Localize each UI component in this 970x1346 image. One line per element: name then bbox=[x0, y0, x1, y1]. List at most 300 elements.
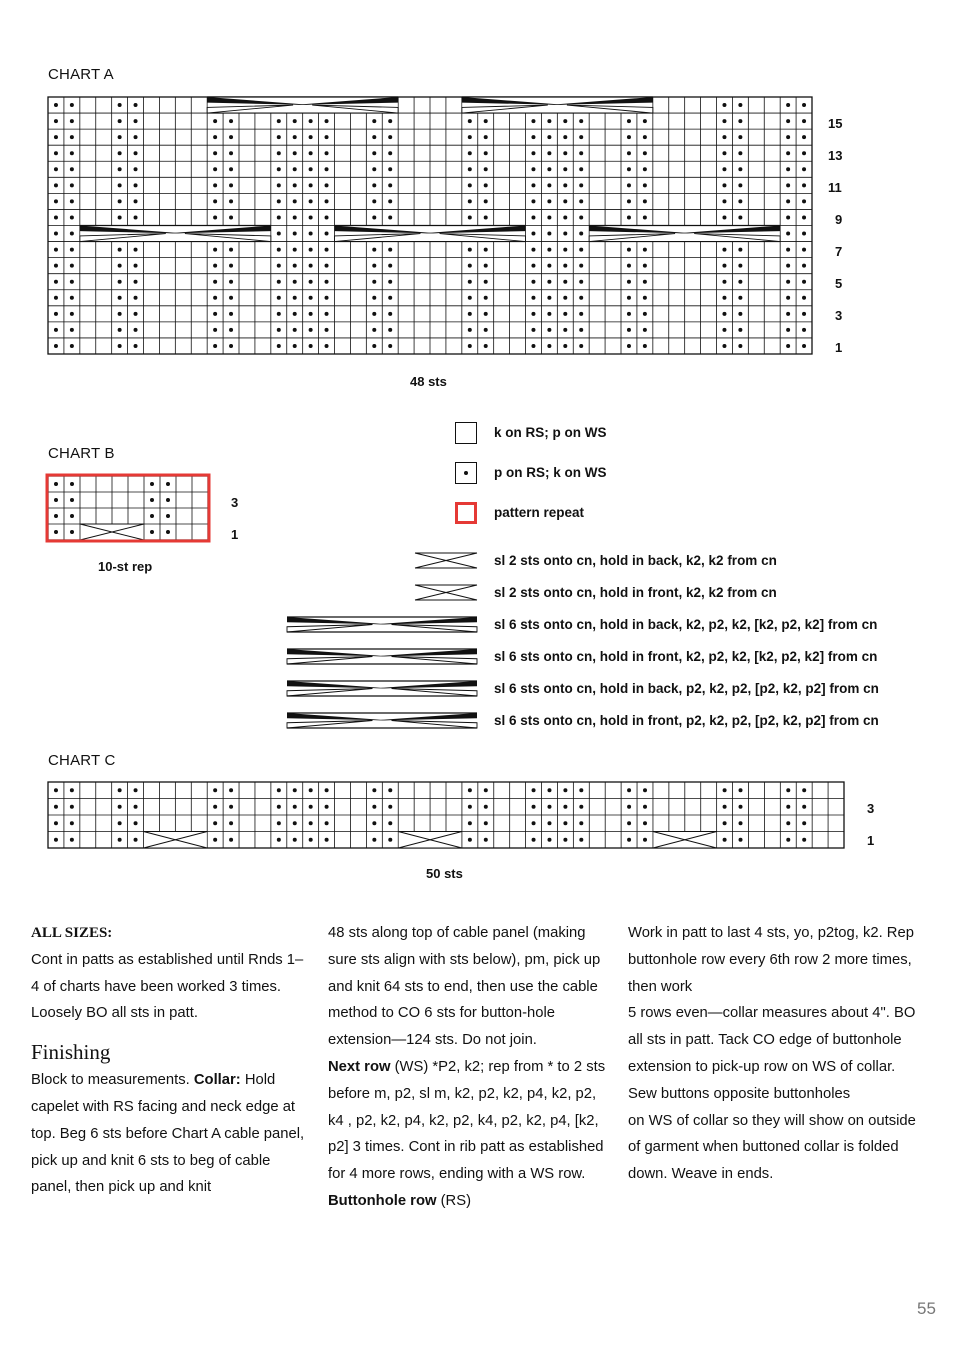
purl-stitch bbox=[484, 119, 488, 123]
purl-stitch bbox=[738, 280, 742, 284]
purl-stitch bbox=[277, 248, 281, 252]
purl-stitch bbox=[722, 328, 726, 332]
purl-stitch bbox=[70, 135, 74, 139]
legend-c4b: sl 2 sts onto cn, hold in back, k2, k2 from cn bbox=[494, 553, 777, 568]
purl-stitch bbox=[325, 135, 329, 139]
finishing-text: Hold capelet with RS facing and neck edge at top. Beg 6 sts before Chart A cable panel, pick up and knit 6 sts to beg of cable panel, then pick up and knit bbox=[31, 1072, 305, 1196]
purl-stitch bbox=[70, 167, 74, 171]
purl-stitch bbox=[70, 232, 74, 236]
purl-stitch bbox=[484, 328, 488, 332]
purl-stitch bbox=[547, 232, 551, 236]
purl-stitch bbox=[563, 838, 567, 842]
purl-stitch bbox=[643, 344, 647, 348]
purl-stitch bbox=[70, 248, 74, 252]
purl-stitch bbox=[531, 135, 535, 139]
purl-stitch bbox=[372, 296, 376, 300]
purl-stitch bbox=[70, 530, 74, 534]
purl-stitch bbox=[325, 312, 329, 316]
purl-stitch bbox=[643, 821, 647, 825]
cable-symbols bbox=[280, 545, 485, 735]
purl-stitch bbox=[722, 280, 726, 284]
buttonhole-text: (RS) bbox=[436, 1192, 472, 1209]
purl-stitch bbox=[213, 151, 217, 155]
legend-purl: p on RS; k on WS bbox=[494, 465, 607, 480]
row-number: 9 bbox=[835, 212, 843, 227]
purl-stitch bbox=[563, 328, 567, 332]
purl-stitch bbox=[738, 248, 742, 252]
purl-stitch bbox=[293, 199, 297, 203]
purl-stitch bbox=[802, 312, 806, 316]
finishing-text: Block to measurements. bbox=[31, 1072, 194, 1089]
knit-symbol bbox=[455, 422, 477, 444]
purl-stitch bbox=[134, 280, 138, 284]
purl-stitch bbox=[484, 199, 488, 203]
purl-stitch bbox=[309, 215, 313, 219]
purl-stitch bbox=[325, 151, 329, 155]
purl-stitch bbox=[547, 805, 551, 809]
purl-stitch bbox=[134, 119, 138, 123]
purl-stitch bbox=[134, 183, 138, 187]
purl-stitch bbox=[277, 232, 281, 236]
purl-stitch bbox=[722, 199, 726, 203]
purl-stitch bbox=[54, 805, 58, 809]
purl-stitch bbox=[229, 838, 233, 842]
purl-stitch bbox=[786, 805, 790, 809]
purl-stitch bbox=[134, 838, 138, 842]
purl-stitch bbox=[802, 821, 806, 825]
purl-stitch bbox=[54, 328, 58, 332]
purl-stitch bbox=[468, 280, 472, 284]
purl-stitch bbox=[802, 135, 806, 139]
purl-stitch bbox=[229, 264, 233, 268]
purl-stitch bbox=[372, 135, 376, 139]
purl-stitch bbox=[563, 788, 567, 792]
purl-stitch bbox=[325, 328, 329, 332]
purl-stitch bbox=[229, 312, 233, 316]
purl-stitch bbox=[643, 280, 647, 284]
purl-stitch bbox=[547, 215, 551, 219]
purl-stitch bbox=[723, 805, 727, 809]
purl-stitch bbox=[484, 821, 488, 825]
purl-stitch bbox=[786, 280, 790, 284]
purl-stitch bbox=[325, 788, 329, 792]
purl-stitch bbox=[134, 151, 138, 155]
purl-stitch bbox=[372, 344, 376, 348]
chart-c-grid bbox=[48, 782, 844, 848]
purl-stitch bbox=[786, 135, 790, 139]
purl-stitch bbox=[627, 135, 631, 139]
purl-stitch bbox=[547, 821, 551, 825]
purl-stitch bbox=[468, 183, 472, 187]
purl-stitch bbox=[802, 838, 806, 842]
purl-stitch bbox=[166, 482, 170, 486]
purl-stitch bbox=[277, 199, 281, 203]
purl-stitch bbox=[229, 296, 233, 300]
purl-stitch bbox=[468, 151, 472, 155]
purl-stitch bbox=[579, 280, 583, 284]
purl-stitch bbox=[484, 280, 488, 284]
purl-stitch bbox=[468, 328, 472, 332]
purl-stitch bbox=[325, 167, 329, 171]
purl-stitch bbox=[738, 119, 742, 123]
chart-a-grid bbox=[48, 97, 812, 354]
purl-stitch bbox=[372, 821, 376, 825]
purl-stitch bbox=[213, 264, 217, 268]
purl-stitch bbox=[579, 344, 583, 348]
purl-stitch bbox=[643, 215, 647, 219]
purl-stitch bbox=[372, 312, 376, 316]
purl-stitch bbox=[627, 167, 631, 171]
purl-stitch bbox=[134, 103, 138, 107]
purl-stitch bbox=[229, 788, 233, 792]
purl-stitch bbox=[786, 215, 790, 219]
purl-stitch bbox=[738, 328, 742, 332]
legend-c12f-p: sl 6 sts onto cn, hold in front, p2, k2, p2, [p2, k2, p2] from cn bbox=[494, 713, 879, 728]
purl-stitch bbox=[563, 264, 567, 268]
purl-stitch bbox=[627, 312, 631, 316]
purl-stitch bbox=[277, 805, 281, 809]
purl-stitch bbox=[547, 312, 551, 316]
purl-stitch bbox=[134, 199, 138, 203]
purl-stitch bbox=[531, 344, 535, 348]
purl-stitch bbox=[293, 232, 297, 236]
purl-stitch bbox=[484, 215, 488, 219]
purl-stitch bbox=[70, 264, 74, 268]
purl-stitch bbox=[722, 215, 726, 219]
purl-stitch bbox=[722, 264, 726, 268]
purl-stitch bbox=[325, 821, 329, 825]
purl-stitch bbox=[738, 167, 742, 171]
purl-stitch bbox=[388, 838, 392, 842]
purl-stitch bbox=[309, 280, 313, 284]
purl-stitch bbox=[738, 135, 742, 139]
purl-stitch bbox=[325, 183, 329, 187]
purl-stitch bbox=[802, 280, 806, 284]
purl-stitch bbox=[738, 296, 742, 300]
purl-stitch bbox=[531, 280, 535, 284]
purl-stitch bbox=[738, 344, 742, 348]
purl-stitch bbox=[738, 151, 742, 155]
finishing-heading: Finishing bbox=[31, 1040, 111, 1065]
purl-stitch bbox=[547, 183, 551, 187]
purl-stitch bbox=[293, 119, 297, 123]
purl-stitch bbox=[309, 821, 313, 825]
purl-stitch bbox=[563, 183, 567, 187]
purl-stitch bbox=[468, 805, 472, 809]
purl-stitch bbox=[802, 215, 806, 219]
page-number: 55 bbox=[917, 1299, 936, 1318]
purl-stitch bbox=[531, 248, 535, 252]
purl-stitch bbox=[563, 119, 567, 123]
purl-stitch bbox=[277, 183, 281, 187]
purl-stitch bbox=[579, 788, 583, 792]
purl-stitch bbox=[388, 135, 392, 139]
purl-stitch bbox=[802, 344, 806, 348]
purl-stitch bbox=[547, 151, 551, 155]
purl-stitch bbox=[54, 119, 58, 123]
purl-stitch bbox=[325, 805, 329, 809]
purl-stitch bbox=[547, 838, 551, 842]
purl-stitch bbox=[118, 344, 122, 348]
purl-stitch bbox=[118, 328, 122, 332]
purl-stitch bbox=[166, 514, 170, 518]
purl-stitch bbox=[372, 328, 376, 332]
purl-stitch bbox=[54, 498, 58, 502]
purl-stitch bbox=[786, 312, 790, 316]
purl-stitch bbox=[277, 135, 281, 139]
row-number: 3 bbox=[867, 801, 875, 816]
purl-stitch bbox=[293, 344, 297, 348]
purl-stitch bbox=[54, 514, 58, 518]
purl-stitch bbox=[277, 328, 281, 332]
purl-stitch bbox=[579, 312, 583, 316]
purl-stitch bbox=[802, 788, 806, 792]
purl-stitch bbox=[786, 296, 790, 300]
purl-stitch bbox=[531, 312, 535, 316]
row-number: 13 bbox=[828, 148, 843, 163]
purl-stitch bbox=[739, 788, 743, 792]
purl-stitch bbox=[277, 312, 281, 316]
purl-stitch bbox=[70, 103, 74, 107]
purl-stitch bbox=[388, 296, 392, 300]
purl-stitch bbox=[54, 280, 58, 284]
purl-stitch bbox=[547, 280, 551, 284]
purl-stitch bbox=[388, 119, 392, 123]
purl-stitch bbox=[118, 264, 122, 268]
purl-stitch bbox=[786, 264, 790, 268]
purl-stitch bbox=[627, 821, 631, 825]
purl-stitch bbox=[213, 788, 217, 792]
purl-stitch bbox=[786, 183, 790, 187]
purl-stitch bbox=[229, 151, 233, 155]
purl-stitch bbox=[118, 167, 122, 171]
purl-stitch bbox=[325, 280, 329, 284]
legend-knit: k on RS; p on WS bbox=[494, 425, 607, 440]
collar-body: 48 sts along top of cable panel (making sure sts align with sts below), pm, pick up and knit 64 sts to end, then use the cable method to CO 6 sts for button-hole extension—124 sts. Do not join. bbox=[328, 925, 601, 1049]
purl-stitch bbox=[213, 344, 217, 348]
purl-stitch bbox=[54, 103, 58, 107]
purl-stitch bbox=[579, 821, 583, 825]
purl-stitch bbox=[388, 344, 392, 348]
purl-stitch bbox=[484, 312, 488, 316]
purl-symbol bbox=[455, 462, 477, 484]
purl-stitch bbox=[579, 328, 583, 332]
purl-stitch bbox=[118, 199, 122, 203]
text-column-1 bbox=[31, 920, 311, 1201]
purl-stitch bbox=[277, 280, 281, 284]
purl-stitch bbox=[547, 199, 551, 203]
purl-stitch bbox=[277, 119, 281, 123]
purl-stitch bbox=[277, 215, 281, 219]
purl-stitch bbox=[388, 167, 392, 171]
purl-stitch bbox=[213, 328, 217, 332]
purl-stitch bbox=[531, 215, 535, 219]
purl-stitch bbox=[213, 280, 217, 284]
purl-stitch bbox=[723, 821, 727, 825]
row-number: 1 bbox=[867, 833, 875, 848]
purl-stitch bbox=[627, 183, 631, 187]
purl-stitch bbox=[722, 151, 726, 155]
purl-stitch bbox=[802, 248, 806, 252]
purl-stitch bbox=[738, 264, 742, 268]
row-number: 1 bbox=[231, 527, 239, 542]
purl-stitch bbox=[468, 167, 472, 171]
purl-stitch bbox=[325, 119, 329, 123]
purl-stitch bbox=[484, 838, 488, 842]
text-column-2 bbox=[328, 920, 610, 1215]
purl-stitch bbox=[627, 151, 631, 155]
purl-stitch bbox=[372, 788, 376, 792]
purl-stitch bbox=[277, 167, 281, 171]
chart-a-stitch-count: 48 sts bbox=[410, 374, 447, 389]
purl-stitch bbox=[786, 328, 790, 332]
purl-stitch bbox=[309, 344, 313, 348]
purl-stitch bbox=[54, 312, 58, 316]
purl-stitch bbox=[150, 482, 154, 486]
purl-stitch bbox=[484, 296, 488, 300]
purl-stitch bbox=[293, 312, 297, 316]
purl-stitch bbox=[722, 183, 726, 187]
purl-stitch bbox=[388, 328, 392, 332]
purl-stitch bbox=[150, 498, 154, 502]
purl-stitch bbox=[484, 788, 488, 792]
purl-stitch bbox=[627, 199, 631, 203]
purl-stitch bbox=[547, 296, 551, 300]
purl-stitch bbox=[388, 248, 392, 252]
purl-stitch bbox=[786, 248, 790, 252]
purl-stitch bbox=[325, 199, 329, 203]
purl-stitch bbox=[802, 119, 806, 123]
purl-stitch bbox=[739, 821, 743, 825]
purl-stitch bbox=[484, 151, 488, 155]
purl-stitch bbox=[54, 482, 58, 486]
chart-c-stitch-count: 50 sts bbox=[426, 866, 463, 881]
purl-stitch bbox=[722, 248, 726, 252]
purl-stitch bbox=[213, 167, 217, 171]
purl-stitch bbox=[802, 167, 806, 171]
buttonhole-body: Work in patt to last 4 sts, yo, p2tog, k2. Rep buttonhole row every 6th row 2 more times, then work bbox=[628, 925, 914, 995]
purl-stitch bbox=[54, 199, 58, 203]
purl-stitch bbox=[54, 530, 58, 534]
purl-stitch bbox=[277, 296, 281, 300]
purl-stitch bbox=[468, 119, 472, 123]
purl-stitch bbox=[547, 344, 551, 348]
purl-stitch bbox=[484, 248, 488, 252]
purl-stitch bbox=[325, 264, 329, 268]
purl-stitch bbox=[802, 805, 806, 809]
purl-stitch bbox=[372, 183, 376, 187]
purl-stitch bbox=[468, 296, 472, 300]
purl-stitch bbox=[325, 232, 329, 236]
purl-stitch bbox=[54, 167, 58, 171]
legend-c12f-k: sl 6 sts onto cn, hold in front, k2, p2, k2, [k2, p2, k2] from cn bbox=[494, 649, 878, 664]
purl-stitch bbox=[388, 264, 392, 268]
purl-stitch bbox=[643, 838, 647, 842]
purl-stitch bbox=[213, 312, 217, 316]
purl-stitch bbox=[563, 312, 567, 316]
purl-stitch bbox=[579, 248, 583, 252]
purl-stitch bbox=[70, 280, 74, 284]
purl-stitch bbox=[213, 248, 217, 252]
purl-stitch bbox=[213, 135, 217, 139]
purl-stitch bbox=[118, 312, 122, 316]
purl-stitch bbox=[309, 312, 313, 316]
purl-stitch bbox=[70, 788, 74, 792]
purl-stitch bbox=[563, 151, 567, 155]
purl-stitch bbox=[70, 199, 74, 203]
purl-stitch bbox=[802, 328, 806, 332]
purl-stitch bbox=[134, 296, 138, 300]
purl-stitch bbox=[277, 821, 281, 825]
collar-finish-body: 5 rows even—collar measures about 4". BO all sts in patt. Tack CO edge of buttonhole extension to pick-up row on WS of collar. Sew buttons opposite buttonholes bbox=[628, 1005, 916, 1102]
purl-stitch bbox=[293, 821, 297, 825]
purl-stitch bbox=[531, 296, 535, 300]
text-column-3 bbox=[628, 920, 918, 1188]
purl-stitch bbox=[531, 183, 535, 187]
purl-stitch bbox=[70, 514, 74, 518]
purl-stitch bbox=[309, 264, 313, 268]
purl-stitch bbox=[547, 135, 551, 139]
purl-stitch bbox=[325, 248, 329, 252]
purl-stitch bbox=[563, 199, 567, 203]
purl-stitch bbox=[563, 248, 567, 252]
purl-stitch bbox=[213, 119, 217, 123]
purl-stitch bbox=[579, 805, 583, 809]
purl-stitch bbox=[563, 135, 567, 139]
purl-stitch bbox=[70, 838, 74, 842]
purl-stitch bbox=[722, 135, 726, 139]
purl-stitch bbox=[54, 215, 58, 219]
purl-stitch bbox=[786, 119, 790, 123]
legend-c12b-k: sl 6 sts onto cn, hold in back, k2, p2, k2, [k2, p2, k2] from cn bbox=[494, 617, 878, 632]
purl-stitch bbox=[118, 151, 122, 155]
purl-stitch bbox=[531, 328, 535, 332]
purl-stitch bbox=[293, 838, 297, 842]
purl-stitch bbox=[54, 232, 58, 236]
purl-stitch bbox=[134, 312, 138, 316]
purl-stitch bbox=[468, 344, 472, 348]
purl-stitch bbox=[70, 151, 74, 155]
purl-stitch bbox=[802, 151, 806, 155]
purl-stitch bbox=[563, 805, 567, 809]
finishing-body bbox=[31, 1067, 311, 1201]
row-number: 5 bbox=[835, 276, 843, 291]
purl-stitch bbox=[643, 183, 647, 187]
purl-stitch bbox=[293, 167, 297, 171]
purl-stitch bbox=[54, 788, 58, 792]
purl-stitch bbox=[786, 167, 790, 171]
purl-stitch bbox=[229, 248, 233, 252]
purl-stitch bbox=[547, 328, 551, 332]
purl-stitch bbox=[484, 183, 488, 187]
purl-stitch bbox=[118, 296, 122, 300]
purl-stitch bbox=[532, 788, 536, 792]
row-number: 3 bbox=[835, 308, 843, 323]
row-number: 7 bbox=[835, 244, 843, 259]
purl-stitch bbox=[547, 248, 551, 252]
purl-stitch bbox=[70, 805, 74, 809]
purl-stitch bbox=[547, 119, 551, 123]
purl-stitch bbox=[722, 312, 726, 316]
purl-stitch bbox=[309, 183, 313, 187]
purl-stitch bbox=[372, 119, 376, 123]
purl-stitch bbox=[372, 248, 376, 252]
purl-stitch bbox=[372, 151, 376, 155]
purl-stitch bbox=[627, 838, 631, 842]
purl-stitch bbox=[722, 296, 726, 300]
purl-stitch bbox=[468, 788, 472, 792]
row-number: 3 bbox=[231, 495, 239, 510]
